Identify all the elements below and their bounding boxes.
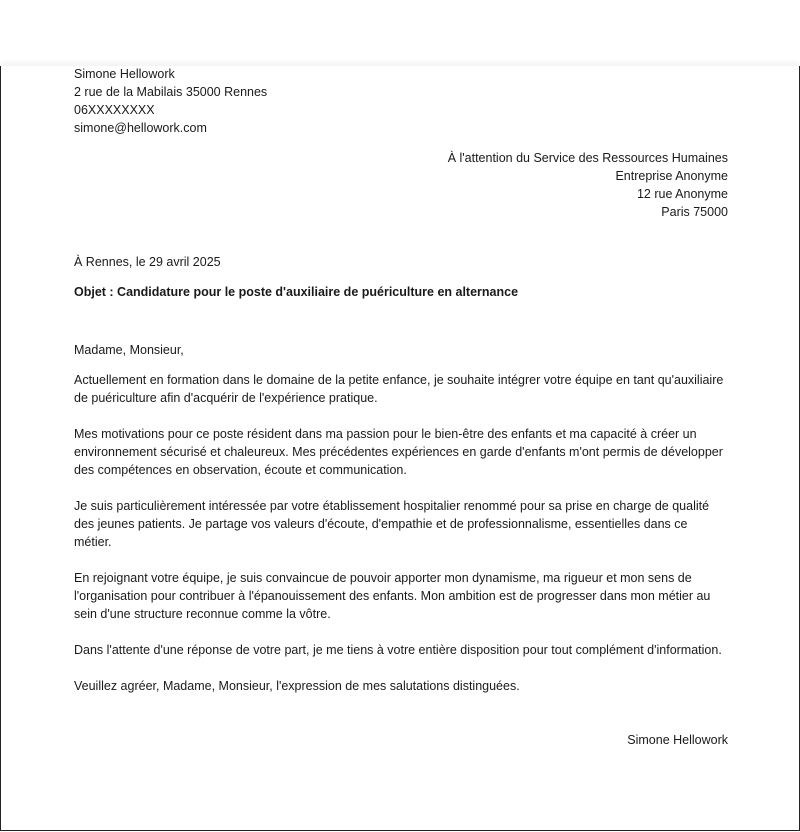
body-paragraph: Je suis particulièrement intéressée par votre établissement hospitalier renommé pour sa prise en charge de qualité des jeunes patients. Je partage vos valeurs d'écoute, d'empathie et de professionnalisme, essentielles dans ce métier.: [74, 499, 710, 549]
letter-page: [0, 66, 800, 831]
sender-phone: 06XXXXXXXX: [74, 103, 155, 117]
letter-subject: Objet : Candidature pour le poste d'auxiliaire de puériculture en alternance: [74, 285, 519, 299]
sender-name: Simone Hellowork: [74, 67, 175, 81]
letter-greeting: Madame, Monsieur,: [74, 343, 184, 357]
sender-block: [74, 65, 728, 137]
recipient-attention: À l'attention du Service des Ressources Humaines: [447, 151, 728, 165]
letter-signature: Simone Hellowork: [627, 733, 728, 747]
sender-address: 2 rue de la Mabilais 35000 Rennes: [74, 85, 268, 99]
letter-date: À Rennes, le 29 avril 2025: [74, 255, 221, 269]
top-band: [0, 0, 800, 66]
body-paragraph: Dans l'attente d'une réponse de votre part, je me tiens à votre entière disposition pour tout complément d'information.: [74, 643, 722, 657]
recipient-company: Entreprise Anonyme: [615, 169, 728, 183]
body-paragraph: Actuellement en formation dans le domaine de la petite enfance, je souhaite intégrer votre équipe en tant qu'auxiliaire de puériculture afin d'acquérir de l'expérience pratique.: [74, 373, 724, 405]
sender-email: simone@hellowork.com: [74, 121, 207, 135]
body-paragraph: Veuillez agréer, Madame, Monsieur, l'expression de mes salutations distinguées.: [74, 679, 520, 693]
recipient-block: [74, 149, 728, 221]
recipient-street: 12 rue Anonyme: [636, 187, 728, 201]
recipient-city: Paris 75000: [661, 205, 728, 219]
body-paragraph: En rejoignant votre équipe, je suis convaincue de pouvoir apporter mon dynamisme, ma rigueur et mon sens de l'organisation pour contribuer à l'épanouissement des enfants. Mon ambition est de progresser dans mon métier au sein d'une structure reconnue comme la vôtre.: [74, 571, 711, 621]
body-paragraph: Mes motivations pour ce poste résident dans ma passion pour le bien-être des enfants et ma capacité à créer un environnement sécurisé et chaleureux. Mes précédentes expériences en garde d'enfants m'ont permis de développer des compétences en observation, écoute et communication.: [74, 427, 723, 477]
letter-body: [74, 371, 728, 695]
letter-content: [74, 66, 728, 749]
